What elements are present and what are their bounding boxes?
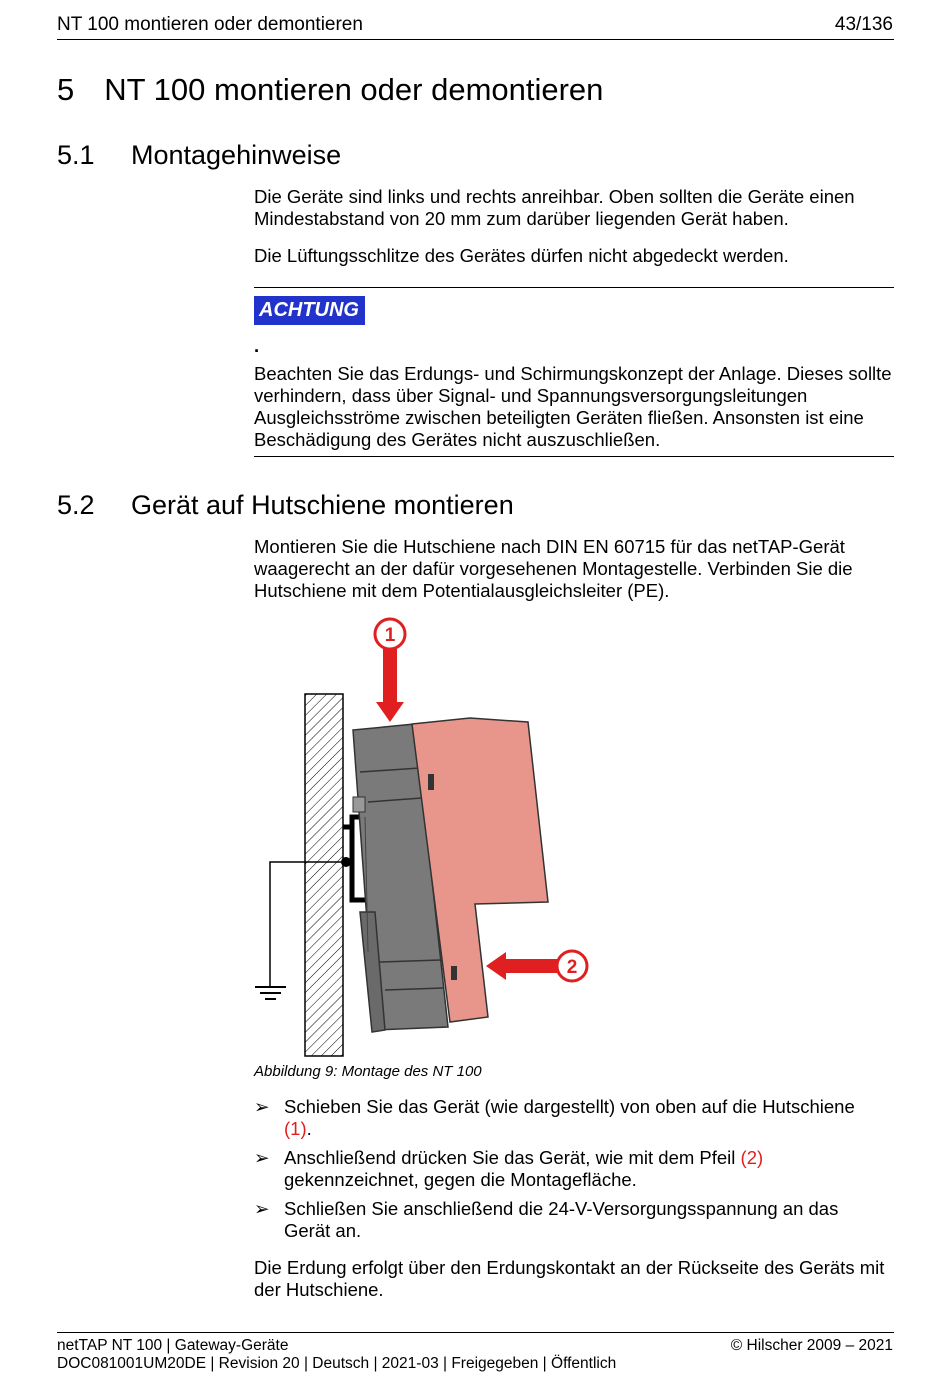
footer-copyright: © Hilscher 2009 – 2021 xyxy=(730,1337,893,1354)
figure-reference: (1) xyxy=(284,1118,307,1139)
footer-product: netTAP NT 100 | Gateway-Geräte xyxy=(57,1337,289,1354)
warning-top-rule xyxy=(254,287,894,288)
bullet-text: Schließen Sie anschließend die 24-V-Versorgungsspannung an das Gerät an. xyxy=(284,1198,839,1241)
list-item xyxy=(254,1147,894,1191)
bullet-arrow-icon: ➢ xyxy=(254,1198,270,1219)
paragraph-5-2-b: Die Erdung erfolgt über den Erdungskontakt an der Rückseite des Geräts mit der Hutschiene. xyxy=(254,1257,885,1300)
mounting-figure xyxy=(250,612,600,1062)
callout-2: 2 xyxy=(566,957,578,978)
callout-1: 1 xyxy=(384,625,396,646)
section-number-5-1: 5.1 xyxy=(57,140,95,170)
chapter-number: 5 xyxy=(57,72,75,107)
bullet-text: Schieben Sie das Gerät (wie dargestellt) von oben auf die Hutschiene xyxy=(284,1096,855,1117)
ground-contact xyxy=(341,857,351,867)
bullet-text: Anschließend drücken Sie das Gerät, wie mit dem Pfeil xyxy=(284,1147,741,1168)
page-number: 43/136 xyxy=(834,14,893,35)
figure-caption: Abbildung 9: Montage des NT 100 xyxy=(254,1063,482,1080)
warning-bottom-rule xyxy=(254,456,894,457)
figure-reference: (2) xyxy=(740,1147,764,1168)
list-item xyxy=(254,1198,894,1242)
warning-text: Beachten Sie das Erdungs- und Schirmungskonzept der Anlage. Dieses sollte verhindern, dass über Signal- und Spannungsversorgungsleitungen Ausgleichsströme zwischen beteiligten Geräten fließen. Ansonsten ist eine Beschädigung des Gerätes nicht auszuschließen. xyxy=(254,363,892,450)
paragraph-5-1-b: Die Lüftungsschlitze des Gerätes dürfen nicht abgedeckt werden. xyxy=(254,245,789,266)
header-rule xyxy=(57,39,894,40)
section-title-5-2: Gerät auf Hutschiene montieren xyxy=(131,490,514,520)
chapter-title: NT 100 montieren oder demontieren xyxy=(104,72,604,107)
paragraph-5-2-a: Montieren Sie die Hutschiene nach DIN EN 60715 für das netTAP-Gerät waagerecht an der dafür vorgesehenen Montagestelle. Verbinden Sie die Hutschiene mit dem Potentialausgleichsleiter (PE). xyxy=(254,536,853,601)
arrow-1-down xyxy=(375,619,405,722)
footer-document-info: DOC081001UM20DE | Revision 20 | Deutsch | 2021-03 | Freigegeben | Öffentlich xyxy=(57,1355,617,1372)
chapter-heading xyxy=(57,72,603,108)
running-header-title: NT 100 montieren oder demontieren xyxy=(57,14,363,35)
bullet-tail: . xyxy=(306,1118,312,1139)
section-title-5-1: Montagehinweise xyxy=(131,140,342,170)
list-item xyxy=(254,1096,894,1140)
bullet-arrow-icon: ➢ xyxy=(254,1147,270,1168)
footer-rule xyxy=(57,1332,894,1333)
warning-dot: . xyxy=(254,335,260,356)
section-number-5-2: 5.2 xyxy=(57,490,95,520)
arrow-2-left xyxy=(486,951,587,981)
warning-label: ACHTUNG xyxy=(254,296,365,325)
bullet-tail: gekennzeichnet, gegen die Montagefläche. xyxy=(284,1169,637,1190)
mounting-wall xyxy=(305,694,343,1056)
paragraph-5-1-a: Die Geräte sind links und rechts anreihbar. Oben sollten die Geräte einen Mindestabstand von 20 mm zum darüber liegenden Gerät haben. xyxy=(254,186,855,229)
bullet-arrow-icon: ➢ xyxy=(254,1096,270,1117)
